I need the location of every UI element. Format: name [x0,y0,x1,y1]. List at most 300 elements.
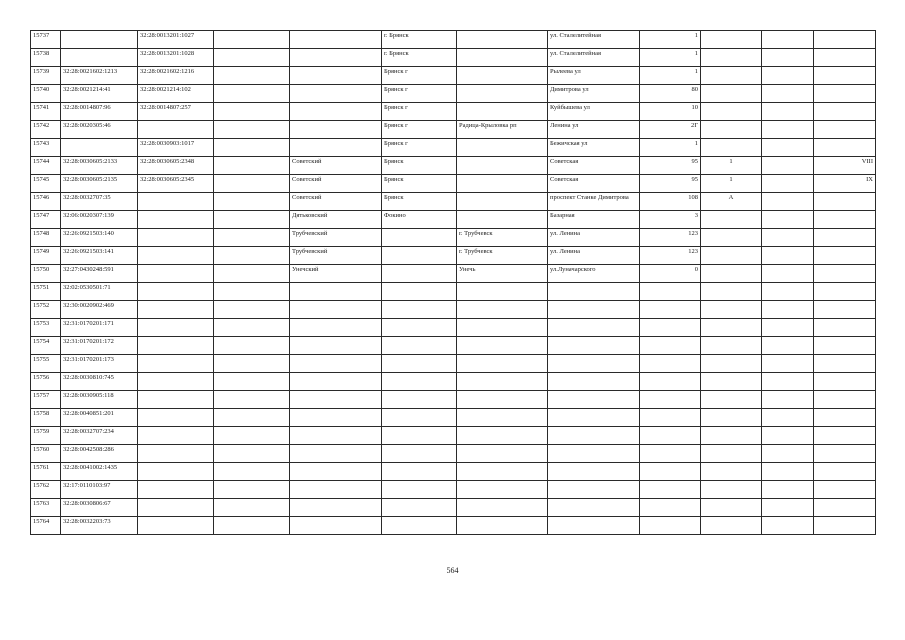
cell-house [640,283,701,301]
cell-district [290,67,382,85]
cell-col-11 [762,373,814,391]
cell-col-11 [762,409,814,427]
cell-cadastral-number-2 [138,229,214,247]
cell-cadastral-number: 32:28:0030905:118 [61,391,138,409]
cell-cadastral-number-2: 32:28:0013201:1028 [138,49,214,67]
table-row [31,499,876,517]
cell-premises [814,463,876,481]
cell-city: Брянск г [382,67,457,85]
cell-city [382,229,457,247]
cell-row-number: 15757 [31,391,61,409]
cell-col-4 [214,139,290,157]
cell-premises [814,49,876,67]
cell-district: Трубчевский [290,229,382,247]
cell-col-11 [762,463,814,481]
cell-house [640,355,701,373]
cell-cadastral-number: 32:28:0032707:35 [61,193,138,211]
cell-settlement [457,445,548,463]
cell-premises [814,247,876,265]
cell-house: 95 [640,157,701,175]
cell-street: ул. Ленина [548,247,640,265]
cell-house [640,301,701,319]
cell-col-4 [214,283,290,301]
cell-house [640,391,701,409]
cell-building [701,337,762,355]
cell-cadastral-number: 32:28:0021214:41 [61,85,138,103]
cell-building [701,211,762,229]
cell-cadastral-number-2 [138,391,214,409]
cell-settlement [457,85,548,103]
cell-premises [814,283,876,301]
cell-district [290,445,382,463]
cell-col-4 [214,337,290,355]
cell-premises [814,139,876,157]
cell-settlement [457,319,548,337]
cell-city [382,319,457,337]
table-row [31,373,876,391]
cell-district [290,139,382,157]
cell-col-4 [214,391,290,409]
cell-col-11 [762,175,814,193]
cell-settlement [457,211,548,229]
table-row [31,301,876,319]
cell-building [701,31,762,49]
cell-premises [814,229,876,247]
cell-col-4 [214,481,290,499]
cell-district [290,283,382,301]
cell-settlement [457,517,548,535]
cell-street [548,445,640,463]
cell-row-number: 15758 [31,409,61,427]
cell-cadastral-number-2 [138,337,214,355]
cell-row-number: 15747 [31,211,61,229]
cell-building [701,301,762,319]
cell-row-number: 15742 [31,121,61,139]
cell-cadastral-number-2 [138,481,214,499]
cell-cadastral-number: 32:02:0530501:71 [61,283,138,301]
cell-city [382,517,457,535]
cell-cadastral-number: 32:31:0170201:171 [61,319,138,337]
table-row [31,391,876,409]
cell-building [701,229,762,247]
table-row [31,139,876,157]
cell-street: Ленина ул [548,121,640,139]
cell-col-4 [214,355,290,373]
cell-premises [814,31,876,49]
cell-row-number: 15752 [31,301,61,319]
cell-row-number: 15762 [31,481,61,499]
table-row [31,409,876,427]
cell-street [548,391,640,409]
table-row [31,247,876,265]
cell-cadastral-number: 32:30:0020902:469 [61,301,138,319]
cell-cadastral-number-2 [138,373,214,391]
cell-col-11 [762,85,814,103]
cell-building: А [701,193,762,211]
cell-cadastral-number [61,31,138,49]
cell-settlement [457,355,548,373]
cell-row-number: 15739 [31,67,61,85]
cell-house [640,517,701,535]
cell-street [548,481,640,499]
cell-cadastral-number-2: 32:28:0021214:102 [138,85,214,103]
cell-col-4 [214,427,290,445]
cell-city [382,481,457,499]
cell-cadastral-number: 32:31:0170201:173 [61,355,138,373]
cell-premises [814,373,876,391]
cell-row-number: 15753 [31,319,61,337]
cell-cadastral-number-2 [138,193,214,211]
cell-street: Советская [548,157,640,175]
cell-row-number: 15740 [31,85,61,103]
table-row [31,157,876,175]
cell-cadastral-number-2 [138,409,214,427]
page-number: 564 [446,566,459,575]
cell-building [701,391,762,409]
cell-building [701,373,762,391]
table-row [31,481,876,499]
table-row [31,427,876,445]
cell-building [701,355,762,373]
cell-cadastral-number-2 [138,427,214,445]
cell-col-11 [762,445,814,463]
cell-settlement [457,499,548,517]
cell-row-number: 15743 [31,139,61,157]
cell-house [640,337,701,355]
cell-street [548,463,640,481]
cell-settlement [457,103,548,121]
cell-col-11 [762,193,814,211]
cell-house: 10 [640,103,701,121]
cell-col-11 [762,265,814,283]
cell-street: ул.Луначарского [548,265,640,283]
cell-city [382,247,457,265]
table-row [31,175,876,193]
cell-premises [814,67,876,85]
cell-row-number: 15755 [31,355,61,373]
cell-district [290,373,382,391]
cell-house: 0 [640,265,701,283]
cell-col-11 [762,391,814,409]
cell-settlement [457,409,548,427]
cell-col-4 [214,85,290,103]
cell-city: г. Брянск [382,31,457,49]
cell-district [290,49,382,67]
table-row [31,67,876,85]
cell-city [382,337,457,355]
cell-col-11 [762,319,814,337]
cell-street [548,337,640,355]
cell-city [382,373,457,391]
cell-col-4 [214,301,290,319]
cell-premises [814,85,876,103]
cell-col-4 [214,157,290,175]
cell-building [701,283,762,301]
cell-cadastral-number-2 [138,319,214,337]
cell-cadastral-number [61,139,138,157]
cell-district [290,85,382,103]
cell-street: ул. Сталелитейная [548,49,640,67]
table-row [31,337,876,355]
cell-street [548,373,640,391]
cell-building [701,517,762,535]
cell-cadastral-number-2: 32:28:0014807:257 [138,103,214,121]
cell-cadastral-number: 32:28:0042508:286 [61,445,138,463]
cell-col-11 [762,301,814,319]
cell-street: Советская [548,175,640,193]
cell-house: 95 [640,175,701,193]
cell-col-4 [214,319,290,337]
cell-cadastral-number: 32:26:0921503:141 [61,247,138,265]
cell-street [548,409,640,427]
cell-col-11 [762,229,814,247]
table-row [31,211,876,229]
cell-col-11 [762,211,814,229]
cell-settlement [457,193,548,211]
cell-city [382,427,457,445]
registry-table [30,30,876,535]
cell-settlement [457,391,548,409]
cell-cadastral-number: 32:28:0030605:2133 [61,157,138,175]
cell-district: Советский [290,175,382,193]
table-row [31,193,876,211]
cell-district [290,103,382,121]
table-row [31,103,876,121]
cell-building [701,409,762,427]
cell-row-number: 15746 [31,193,61,211]
cell-street: проспект Станке Димитрова [548,193,640,211]
cell-premises [814,499,876,517]
cell-street [548,427,640,445]
cell-house [640,463,701,481]
cell-settlement [457,337,548,355]
cell-settlement [457,31,548,49]
cell-col-4 [214,229,290,247]
cell-row-number: 15750 [31,265,61,283]
cell-city [382,463,457,481]
cell-city: г. Брянск [382,49,457,67]
cell-cadastral-number-2: 32:28:0021602:1216 [138,67,214,85]
cell-district [290,463,382,481]
cell-cadastral-number-2 [138,211,214,229]
cell-city: Фокино [382,211,457,229]
table-row [31,283,876,301]
cell-street: ул. Сталелитейная [548,31,640,49]
cell-cadastral-number: 32:17:0110103:97 [61,481,138,499]
cell-col-4 [214,31,290,49]
cell-district [290,517,382,535]
table-row [31,463,876,481]
table-row [31,121,876,139]
cell-cadastral-number-2: 32:28:0030903:1017 [138,139,214,157]
cell-col-4 [214,121,290,139]
cell-col-4 [214,517,290,535]
cell-settlement [457,67,548,85]
cell-row-number: 15748 [31,229,61,247]
cell-building [701,49,762,67]
cell-building: 1 [701,157,762,175]
cell-street [548,319,640,337]
cell-premises [814,409,876,427]
cell-house: 80 [640,85,701,103]
cell-cadastral-number-2 [138,121,214,139]
cell-settlement [457,283,548,301]
cell-cadastral-number-2 [138,445,214,463]
cell-row-number: 15759 [31,427,61,445]
cell-settlement: Радица-Крыловка рп [457,121,548,139]
cell-house [640,427,701,445]
cell-col-11 [762,103,814,121]
cell-row-number: 15744 [31,157,61,175]
cell-city: Брянск [382,193,457,211]
cell-city [382,445,457,463]
cell-street [548,355,640,373]
cell-settlement: г. Трубчевск [457,229,548,247]
cell-cadastral-number-2 [138,517,214,535]
cell-house: 1 [640,67,701,85]
cell-col-11 [762,283,814,301]
cell-row-number: 15745 [31,175,61,193]
cell-building [701,481,762,499]
cell-settlement [457,427,548,445]
cell-col-4 [214,409,290,427]
cell-city [382,409,457,427]
cell-street: Базарная [548,211,640,229]
cell-cadastral-number: 32:28:0032203:73 [61,517,138,535]
cell-premises [814,193,876,211]
cell-street [548,499,640,517]
cell-settlement [457,481,548,499]
cell-col-4 [214,499,290,517]
cell-row-number: 15751 [31,283,61,301]
cell-district: Советский [290,193,382,211]
cell-premises [814,481,876,499]
cell-row-number: 15760 [31,445,61,463]
table-row [31,445,876,463]
cell-building [701,247,762,265]
cell-cadastral-number [61,49,138,67]
cell-building [701,265,762,283]
cell-settlement [457,139,548,157]
cell-house [640,409,701,427]
cell-premises: IX [814,175,876,193]
table-row [31,85,876,103]
cell-cadastral-number-2 [138,301,214,319]
cell-building [701,67,762,85]
cell-cadastral-number-2: 32:28:0030605:2345 [138,175,214,193]
cell-cadastral-number-2 [138,499,214,517]
cell-city [382,265,457,283]
cell-cadastral-number: 32:28:0021602:1213 [61,67,138,85]
cell-house: 108 [640,193,701,211]
cell-settlement: г. Трубчевск [457,247,548,265]
cell-district [290,391,382,409]
cell-premises [814,121,876,139]
cell-premises [814,427,876,445]
cell-settlement [457,301,548,319]
cell-district [290,319,382,337]
cell-col-4 [214,463,290,481]
cell-cadastral-number: 32:06:0020307:139 [61,211,138,229]
cell-premises [814,103,876,121]
cell-col-11 [762,499,814,517]
cell-district [290,301,382,319]
cell-cadastral-number: 32:28:0030605:2135 [61,175,138,193]
cell-house [640,481,701,499]
cell-district [290,337,382,355]
cell-building [701,121,762,139]
table-row [31,517,876,535]
cell-district [290,427,382,445]
cell-settlement: Унечь [457,265,548,283]
cell-district [290,499,382,517]
cell-row-number: 15764 [31,517,61,535]
cell-col-4 [214,103,290,121]
cell-premises: VIII [814,157,876,175]
cell-city [382,301,457,319]
cell-city [382,499,457,517]
cell-city: Брянск [382,175,457,193]
cell-col-11 [762,157,814,175]
cell-city: Брянск г [382,121,457,139]
cell-district [290,355,382,373]
cell-house [640,373,701,391]
cell-district: Дятьковский [290,211,382,229]
cell-row-number: 15761 [31,463,61,481]
cell-house: 3 [640,211,701,229]
cell-col-11 [762,121,814,139]
cell-cadastral-number: 32:28:0041002:1435 [61,463,138,481]
cell-street: Бежичская ул [548,139,640,157]
cell-district: Унечский [290,265,382,283]
cell-building [701,445,762,463]
cell-house: 2Г [640,121,701,139]
cell-premises [814,301,876,319]
cell-house: 123 [640,247,701,265]
cell-row-number: 15754 [31,337,61,355]
cell-district [290,31,382,49]
cell-col-4 [214,373,290,391]
cell-house: 1 [640,49,701,67]
cell-row-number: 15741 [31,103,61,121]
cell-district: Советский [290,157,382,175]
cell-col-11 [762,427,814,445]
cell-settlement [457,49,548,67]
table-row [31,31,876,49]
cell-settlement [457,175,548,193]
cell-city [382,283,457,301]
table-body [31,31,876,535]
cell-street [548,283,640,301]
cell-row-number: 15737 [31,31,61,49]
cell-cadastral-number-2 [138,283,214,301]
cell-settlement [457,373,548,391]
cell-building [701,427,762,445]
cell-premises [814,337,876,355]
cell-house [640,499,701,517]
cell-premises [814,445,876,463]
cell-premises [814,265,876,283]
cell-col-4 [214,247,290,265]
cell-house: 1 [640,139,701,157]
cell-cadastral-number: 32:31:0170201:172 [61,337,138,355]
cell-col-11 [762,337,814,355]
table-row [31,265,876,283]
cell-premises [814,211,876,229]
cell-building [701,103,762,121]
cell-house [640,319,701,337]
table-row [31,229,876,247]
